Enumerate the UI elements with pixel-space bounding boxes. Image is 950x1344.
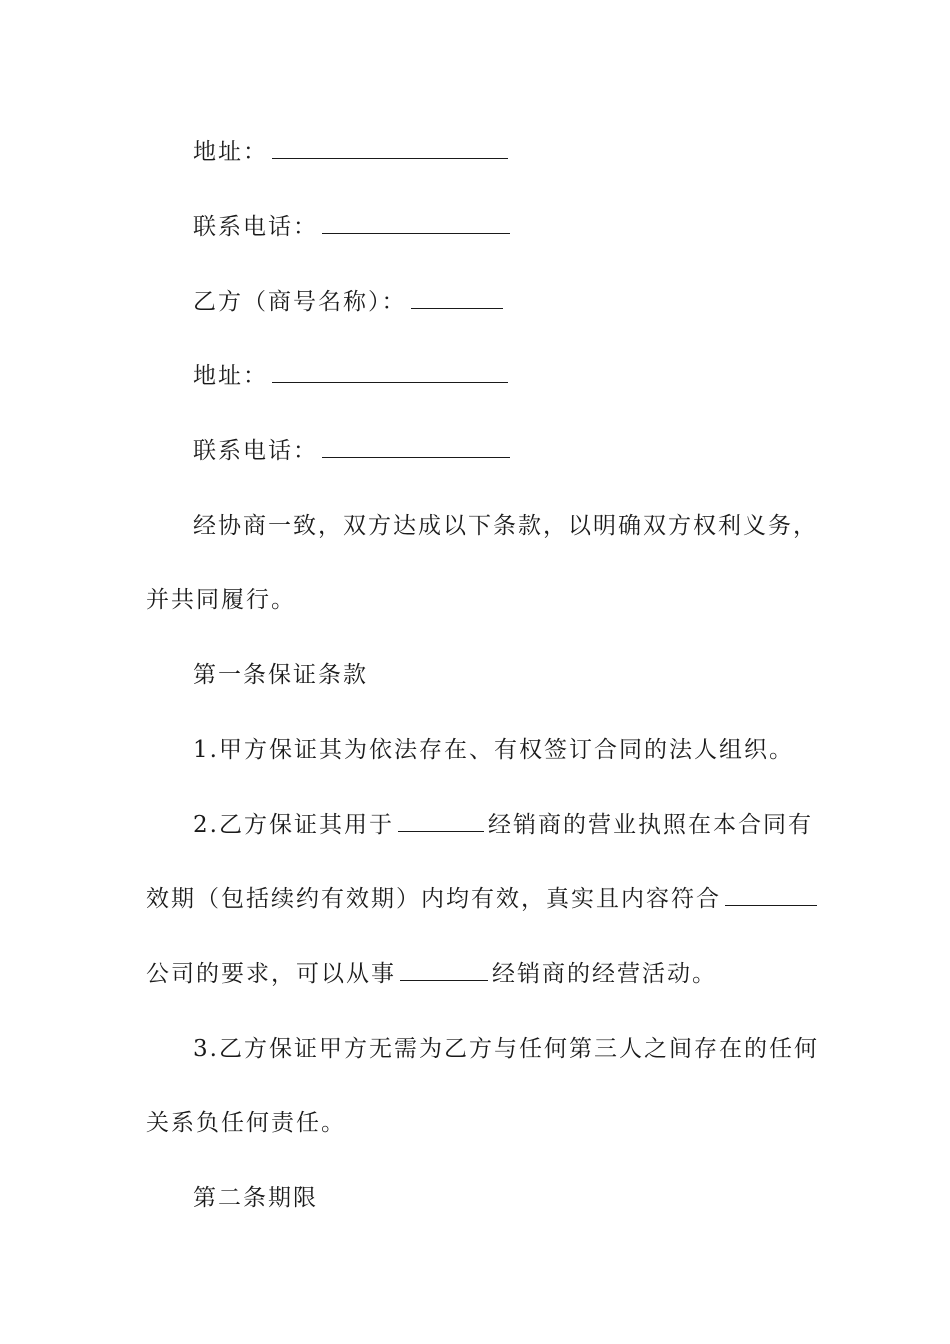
partyB-phone-row xyxy=(0,431,950,471)
article-2-heading-text: 第二条期限 xyxy=(193,1185,318,1211)
clause-2-blank-3 xyxy=(400,958,488,981)
partyA-address-blank xyxy=(272,136,508,159)
article-2-heading xyxy=(0,1178,950,1218)
clause-1-text: 1.甲方保证其为依法存在、有权签订合同的法人组织。 xyxy=(193,737,794,763)
clause-3-text-b: 关系负任何责任。 xyxy=(146,1110,346,1136)
partyA-address-row xyxy=(0,132,950,172)
clause-2-blank-2 xyxy=(725,883,817,906)
clause-2-text-e: 经销商的经营活动。 xyxy=(492,961,717,987)
clause-2-text-d: 公司的要求，可以从事 xyxy=(146,961,396,987)
partyB-phone-label: 联系电话： xyxy=(193,438,318,464)
partyB-phone-blank xyxy=(322,435,510,458)
clause-2-blank-1 xyxy=(398,809,484,832)
agreement-intro-text-2: 并共同履行。 xyxy=(146,587,296,613)
clause-3-line1 xyxy=(0,1029,950,1069)
partyB-name-label: 乙方（商号名称）： xyxy=(193,289,407,315)
clause-2-text-c: 效期（包括续约有效期）内均有效，真实且内容符合 xyxy=(146,886,721,912)
agreement-intro-line2 xyxy=(0,580,950,620)
partyA-address-label: 地址： xyxy=(193,139,268,165)
clause-2-text-b: 经销商的营业执照在本合同有 xyxy=(487,812,813,838)
article-1-heading-text: 第一条保证条款 xyxy=(193,662,368,688)
partyA-phone-row xyxy=(0,207,950,247)
partyB-address-label: 地址： xyxy=(193,363,268,389)
clause-3-text-a: 3.乙方保证甲方无需为乙方与任何第三人之间存在的任何 xyxy=(193,1036,819,1062)
clause-3-line2 xyxy=(0,1103,950,1143)
partyB-address-row xyxy=(0,356,950,396)
clause-2-text-a: 2.乙方保证其用于 xyxy=(193,812,394,838)
agreement-intro-text-1: 经协商一致，双方达成以下条款，以明确双方权利义务， xyxy=(193,513,818,539)
partyB-address-blank xyxy=(272,360,508,383)
partyB-name-row xyxy=(0,282,950,322)
clause-1-line xyxy=(0,730,950,770)
article-1-heading xyxy=(0,655,950,695)
partyA-phone-label: 联系电话： xyxy=(193,214,318,240)
clause-2-line2 xyxy=(0,879,950,919)
clause-2-line1 xyxy=(0,805,950,845)
clause-2-line3 xyxy=(0,954,950,994)
partyA-phone-blank xyxy=(322,211,510,234)
agreement-intro-line1 xyxy=(0,506,950,546)
partyB-name-blank xyxy=(411,286,503,309)
